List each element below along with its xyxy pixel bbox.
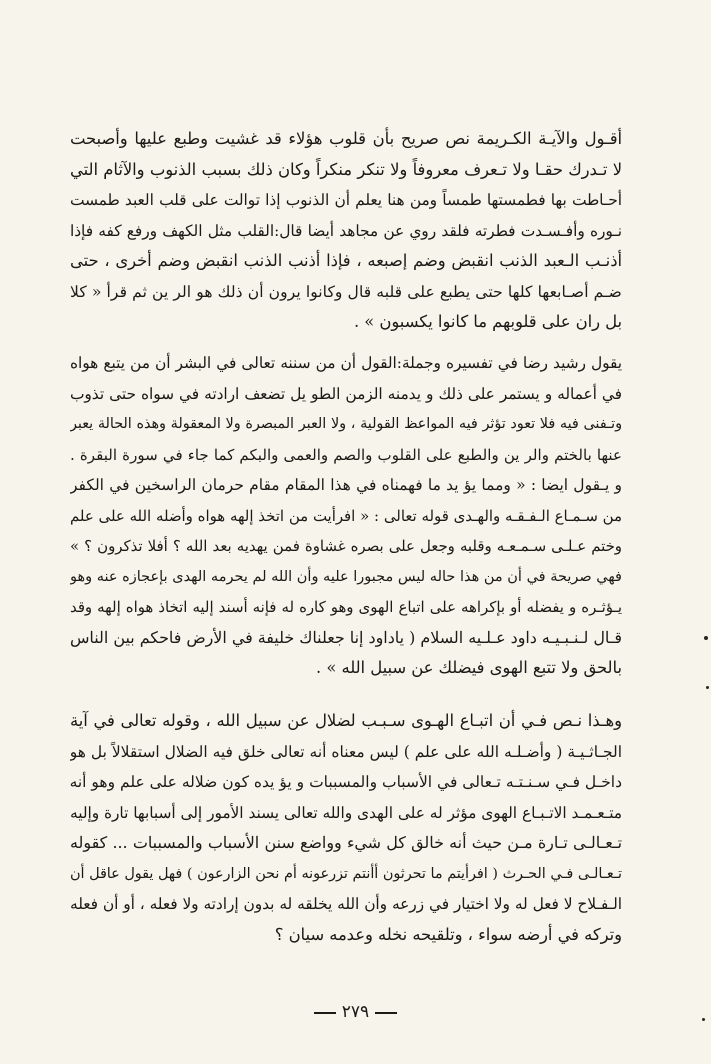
- scan-speck: [702, 1018, 705, 1021]
- text-line: وهـذا نـص فـي أن اتبـاع الهـوى سـبـب لضلال عن سبيل الله ، وقوله تعالى في آية: [70, 711, 622, 730]
- text-line: أذنـب الـعبد الذنب انقبض وضم إصبعه ، فإذا أذنب الذنب انقبض وضم أخرى ، حتى: [70, 251, 622, 270]
- text-line: الـفـلاح لا فعل له ولا اختيار في زرعه وأن الله يخلقه له بدون إرادته ولا فعله ، أو أن فعله: [70, 895, 622, 913]
- text-line: من سـمـاع الـفـقـه والهـدى قوله تعالى : « افرأيت من اتخذ إلهه هواه وأضله الله على علم: [70, 506, 622, 525]
- text-line: وتركه في أرضه سواء ، وتلقيحه نخله وعدمه سيان ؟: [274, 924, 622, 944]
- text-line: أقـول والآيـة الكـريمة نص صريح بأن قلوب هؤلاء قد غشيت وطبع عليها وأصبحت: [70, 129, 622, 148]
- text-line: الجـاثـيـة ( وأضـلـه الله على علم ) ليس معناه أنه تعالى خلق فيه الضلال استقلالاً بل هو: [70, 742, 622, 761]
- page-number-value: ٢٧٩: [341, 1002, 370, 1022]
- page-number: [0, 1002, 711, 1022]
- text-line: نـوره وأفـسـدت فطرته فلقد روي عن مجاهد أيضا قال:القلب مثل الكهف ورفع كفه فإذا: [70, 221, 622, 240]
- text-line: وتـفنى فيه فلا تعود تؤثر فيه المواعظ القولية ، ولا العبر المبصرة ولا المعقولة وهذه الحالة يعبر: [70, 416, 622, 432]
- text-line: في أعماله و يستمر على ذلك و يدمنه الزمن الطو يل تضعف ارادته في سواه حتى تذوب: [70, 384, 622, 403]
- scan-speck: [704, 636, 708, 640]
- text-line: عنها بالختم والر ين والطبع على القلوب والصم والعمى والبكم كما جاء في سورة البقرة .: [70, 445, 622, 464]
- paragraph-1: [70, 124, 622, 338]
- text-line: بالحق ولا تتبع الهوى فيضلك عن سبيل الله » .: [315, 658, 622, 677]
- page-number-dash: [375, 1012, 397, 1014]
- text-line: قـال لـنـبـيـه داود عـلـيه السلام ( ياداود إنا جعلناك خليفة في الأرض فاحكم بين الناس: [70, 627, 622, 647]
- text-line: أحـاطت بها فطمستها طمساً ومن هنا يعلم أن الذنوب إذا توالت على قلب العبد طمست: [70, 191, 622, 209]
- text-line: وختم عـلـى سـمـعـه وقلبه وجعل على بصره غشاوة فمن يهديه بعد الله ؟ أفلا تذكرون ؟ »: [70, 537, 622, 555]
- text-line: تـعـالـى تـارة مـن حيث أنه خالق كل شيء وواضع سنن الأسباب والمسببات ... كقوله: [70, 833, 622, 852]
- text-line: يقول رشيد رضا في تفسيره وجملة:القول أن من سننه تعالى في البشر أن من يتبع هواه: [70, 354, 622, 372]
- paragraph-3: [70, 706, 622, 950]
- scan-speck: [706, 686, 709, 689]
- text-line: فهي صريحة في أن من هذا حاله ليس مجبورا عليه وأن الله لم يحرمه الهدى بإعجازه عنه وهو: [70, 568, 622, 585]
- paragraph-2: [70, 348, 622, 684]
- text-line: تـعـالـى فـي الحـرث ( افرأيتم ما تحرثون أأنتم تزرعونه أم نحن الزارعون ) فهل يقول عاقل أن: [70, 865, 622, 882]
- text-line: داخـل فـي سـنـتـه تـعالى في الأسباب والمسببات و يؤ يده كون ضلاله على علم وهو أنه: [70, 773, 622, 791]
- text-line: و يـقول ايضا : « ومما يؤ يد ما فهمناه في هذا المقام مقام حرمان الراسخين في الكفر: [70, 476, 622, 494]
- text-line: لا تـدرك حقـا ولا تـعرف معروفاً ولا تنكر منكراً وكان ذلك بسبب الذنوب والآثام التي: [70, 159, 622, 179]
- text-line: يـؤثـره و يفضله أو بإكراهه على اتباع الهوى وهو كاره له فإنه أسند إليه اتخاذ هواه إلهه وقد: [70, 598, 622, 616]
- text-line: ضـم أصـابعها كلها حتى يطبع على قلبه قال وكانوا يرون أن ذلك هو الر ين ثم قرأ « كلا: [70, 281, 622, 301]
- page-number-dash: [314, 1012, 336, 1014]
- text-line: بل ران على قلوبهم ما كانوا يكسبون » .: [353, 312, 622, 331]
- text-line: متـعـمـد الاتـبـاع الهوى مؤثر له على الهدى والله تعالى يسند الأمور إلى أسبابها تارة وإليه: [70, 803, 622, 822]
